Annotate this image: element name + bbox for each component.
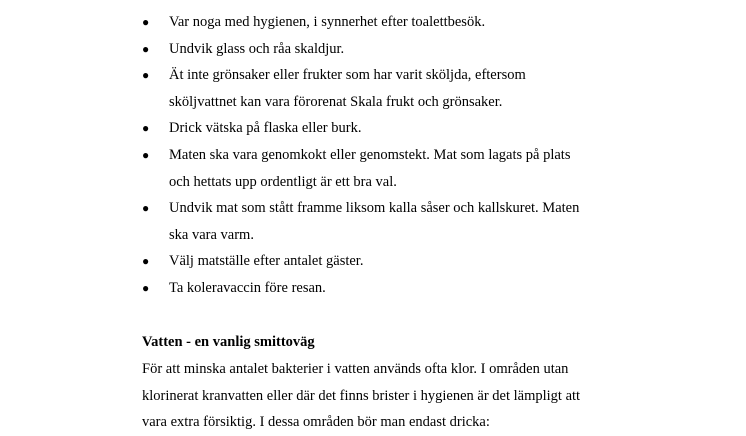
list-item — [142, 142, 612, 195]
list-item-text: Undvik mat som stått framme liksom kalla såser och kallskuret. Maten — [169, 200, 580, 217]
list-item-text: Undvik glass och råa skaldjur. — [169, 40, 345, 57]
list-item-text: Ät inte grönsaker eller frukter som har varit sköljda, eftersom — [169, 67, 526, 84]
bullet-icon: ● — [142, 147, 150, 162]
bullet-icon: ● — [142, 68, 150, 83]
list-item-text: Var noga med hygienen, i synnerhet efter toalettbesök. — [169, 14, 486, 30]
bullet-icon: ● — [142, 121, 150, 136]
paragraph-line: klorinerat kranvatten eller där det finns brister i hygienen är det lämpligt att — [142, 387, 581, 404]
list-item — [142, 248, 612, 275]
bullet-icon: ● — [142, 41, 150, 56]
section-paragraph — [142, 356, 612, 436]
paragraph-line: vara extra försiktig. I dessa områden bör man endast dricka: — [142, 414, 490, 430]
list-item-text: Ta koleravaccin före resan. — [169, 279, 326, 296]
list-item-text-continued: sköljvattnet kan vara förorenat Skala frukt och grönsaker. — [169, 93, 503, 110]
list-item — [142, 62, 612, 115]
list-item-text: Maten ska vara genomkokt eller genomstekt. Mat som lagats på plats — [169, 146, 571, 163]
list-item — [142, 9, 612, 36]
bullet-icon: ● — [142, 15, 150, 29]
bullet-list — [142, 9, 612, 302]
list-item-text: Drick vätska på flaska eller burk. — [169, 120, 362, 137]
list-item — [142, 195, 612, 248]
list-item-text: Välj matställe efter antalet gäster. — [169, 253, 364, 270]
bullet-icon: ● — [142, 280, 150, 295]
bullet-icon: ● — [142, 201, 150, 216]
section-heading: Vatten - en vanlig smittoväg — [142, 334, 315, 350]
list-item — [142, 115, 612, 142]
list-item — [142, 36, 612, 63]
list-item-text-continued: och hettats upp ordentligt är ett bra val. — [169, 173, 397, 190]
bullet-icon: ● — [142, 254, 150, 269]
list-item-text-continued: ska vara varm. — [169, 226, 254, 243]
list-item — [142, 275, 612, 302]
paragraph-line: För att minska antalet bakterier i vatten används ofta klor. I områden utan — [142, 361, 569, 377]
